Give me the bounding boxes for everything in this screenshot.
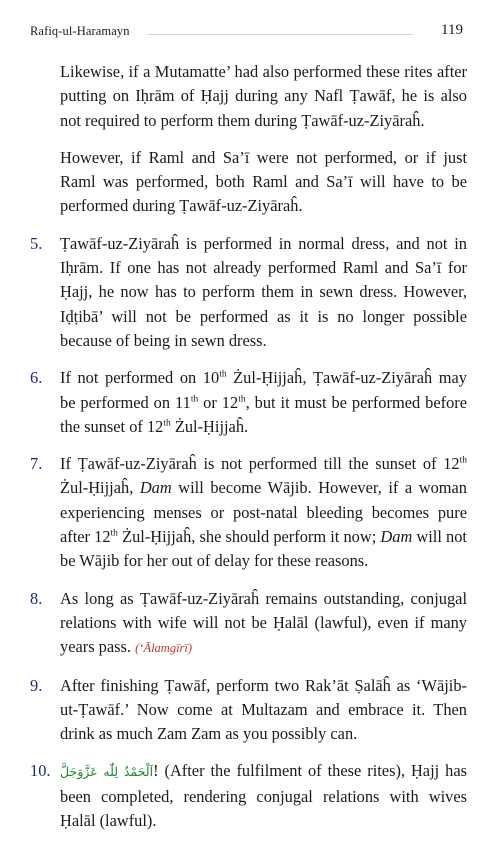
header-rule [148,34,413,35]
text-run: Żul-Ḥijjaĥ, [60,478,140,498]
list-item [30,587,467,661]
emphasis-term: Dam [139,478,172,498]
list-item [30,452,467,573]
item-number: 5. [30,233,43,253]
item-text: Ṭawāf-uz-Ziyāraĥ is performed in normal dress, and not in Iḥrām. If one has not already performed Raml and Sa’ī for Ḥajj, he now has to perform them in sewn dress. However, Iḍṭibā’ will not be performed as it is no longer possible because of being in sewn dress. [60,233,467,350]
page-body [30,60,467,846]
text-run: ! (After the fulfilment of these rites), Ḥajj has been completed, rendering conjugal relations with wives Ḥalāl (lawful). [60,761,468,831]
text-run: Żul-Ḥijjaĥ. [170,416,249,436]
list-item [30,366,467,439]
item-number: 10. [30,761,51,781]
citation: (‘Ālamgīrī) [135,641,193,656]
ordinal-suffix: th [459,455,467,466]
text-run: Żul-Ḥijjaĥ, Ṭawāf-uz-Ziyāraĥ may be performed on 11 [60,368,467,412]
ordinal-suffix: th [238,394,246,405]
page-header [30,22,465,42]
emphasis-term: Dam [380,527,413,547]
text-run: , but it must be performed before the sunset of 12 [60,392,467,436]
ordinal-suffix: th [219,369,227,380]
list-item [30,759,467,833]
item-number: 7. [30,454,43,474]
item-text: After finishing Ṭawāf, perform two Rak’āt Ṣalāĥ as ‘Wājib-ut-Ṭawāf.’ Now come at Multazam and embrace it. Then drink as much Zam Zam as you possibly can. [60,675,467,744]
intro-paragraph: Likewise, if a Mutamatte’ had also performed these rites after putting on Iḥrām of Ḥajj during any Nafl Ṭawāf, he is also not required to perform them during Ṭawāf-uz-Ziyāraĥ. [60,62,467,130]
text-run: If Ṭawāf-uz-Ziyāraĥ is not performed till the sunset of 12 [60,454,460,474]
ordinal-suffix: th [163,418,171,429]
list-item [30,674,467,747]
item-number: 6. [30,368,43,388]
item-number: 8. [30,588,43,608]
item-text [60,452,467,573]
item-text [60,587,467,661]
text-run: will not be Wājib for her out of delay for these reasons. [60,527,467,571]
text-run: or 12 [198,392,239,412]
intro-paragraph: However, if Raml and Sa’ī were not performed, or if just Raml was performed, both Raml and Sa’ī will have to be performed during Ṭawāf-uz-Ziyāraĥ. [60,147,467,216]
item-text [60,366,467,439]
ordinal-suffix: th [110,528,118,539]
item-number: 9. [30,675,43,695]
text-run: If not performed on 10 [60,368,220,388]
page-number: 119 [441,22,463,38]
item-text [60,759,467,833]
text-run: Żul-Ḥijjaĥ, she should perform it now; [117,527,381,547]
text-run: will become Wājib. However, if a woman experiencing menses or post-natal bleeding becomes pure after 12 [60,478,467,547]
arabic-phrase: اَلْحَمْدُ لِلّٰه عَزَّوَجَلَّ [60,764,154,780]
text-run: As long as Ṭawāf-uz-Ziyāraĥ remains outstanding, conjugal relations with wife will not be Ḥalāl (lawful), even if many years pass. [60,588,467,657]
list-item [30,232,467,353]
book-title: Rafiq-ul-Haramayn [30,24,130,38]
ordinal-suffix: th [190,394,199,405]
